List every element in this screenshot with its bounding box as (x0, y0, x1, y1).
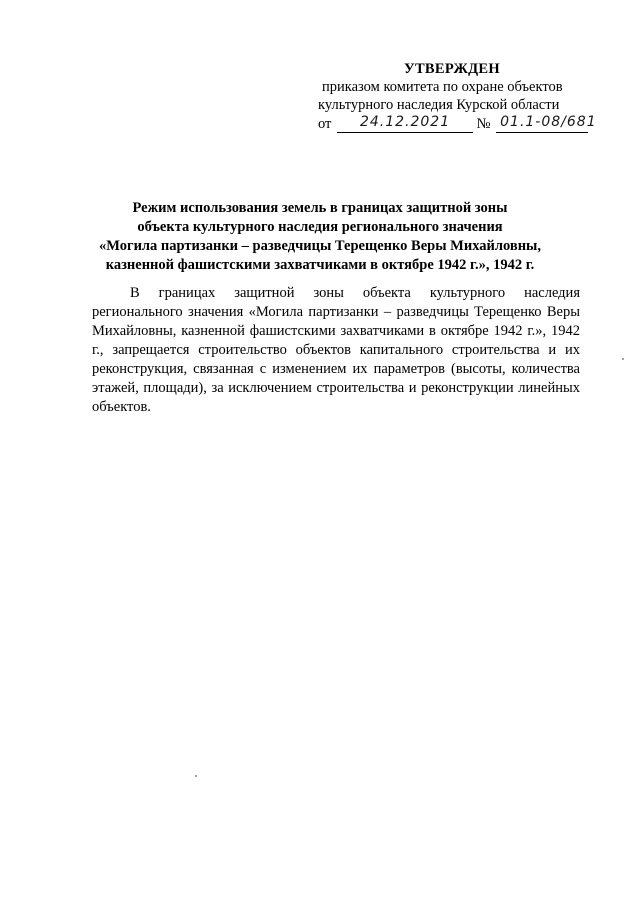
document-title-line: объекта культурного наследия регионального значения (137, 219, 503, 235)
date-field (337, 116, 473, 133)
handwritten-date: 24.12.2021 (359, 114, 451, 130)
approval-line-2: культурного наследия Курской области (318, 97, 560, 113)
from-label: от (318, 116, 332, 132)
approval-line-1: приказом комитета по охране объектов (322, 79, 563, 95)
scan-speck (622, 358, 624, 360)
document-title-line: «Могила партизанки – разведчицы Терещенко Веры Михайловны, (98, 238, 542, 254)
handwritten-number: 01.1-08/681 (500, 114, 597, 130)
number-label: № (476, 116, 491, 132)
approval-block (318, 60, 597, 133)
document-title-line: Режим использования земель в границах защитной зоны (132, 200, 508, 216)
scan-speck (195, 775, 197, 777)
document-body: В границах защитной зоны объекта культурного наследия регионального значения «Могила партизанки – разведчицы Терещенко Веры Михайловны, казненной фашистскими захватчиками в октябре 1942 г.», 1942 г., запрещается строительство объектов капитального строительства и их реконструкция, связанная с изменением их параметров (высоты, количества этажей, площади), за исключением строительства и реконструкции линейных объектов. (92, 285, 580, 415)
approval-signature-row (318, 114, 597, 133)
number-field (496, 114, 597, 133)
document-title-line: казненной фашистскими захватчиками в октябре 1942 г.», 1942 г. (105, 257, 535, 273)
approval-title: УТВЕРЖДЕН (404, 61, 500, 77)
document-title (60, 199, 580, 275)
